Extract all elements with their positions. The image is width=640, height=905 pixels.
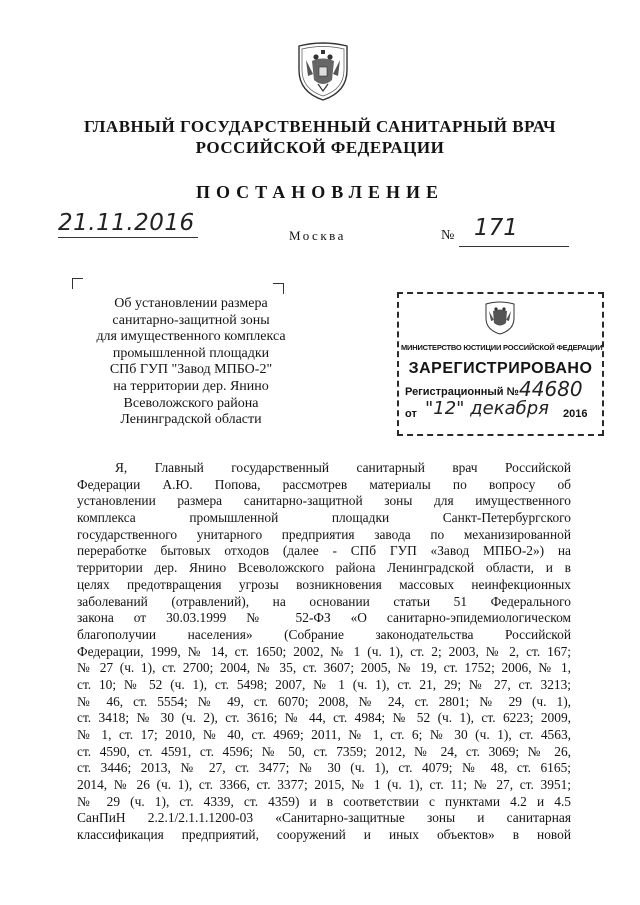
- handwritten-date: 21.11.2016: [58, 210, 195, 236]
- resolution-body: [77, 460, 571, 844]
- body-line: ст. 3446; 2013, № 27, ст. 3477; № 30 (ч. 1), ст. 4079; № 48, ст. 6165;: [77, 760, 571, 776]
- body-line: Федерации А.Ю. Попова, рассмотрев материалы по вопросу об: [77, 476, 571, 492]
- document-type-title: ПОСТАНОВЛЕНИЕ: [195, 182, 445, 202]
- stamp-year: 2016: [563, 408, 588, 420]
- body-line: территории дер. Янино Всеволожского района Ленинградской области, и в: [77, 560, 571, 576]
- body-line: СанПиН 2.2.1/2.1.1.1200-03 «Санитарно-защитные зоны и санитарная: [77, 810, 571, 826]
- number-underline: [459, 246, 569, 247]
- body-line: Федерации, 1999, № 14, ст. 1650; 2002, № 1 (ч. 1), ст. 2; 2003, № 2, ст. 167;: [77, 643, 571, 659]
- subject-line: для имущественного комплекса: [96, 329, 286, 345]
- subject-line: СПб ГУП "Завод МПБО-2": [109, 362, 273, 378]
- stamp-emblem-icon: [484, 300, 516, 336]
- body-line: заболеваний (отравлений), на основании статьи 51 Федерального: [77, 593, 571, 609]
- issuer-line-2: РОССИЙСКОЙ ФЕДЕРАЦИИ: [195, 138, 445, 157]
- handwritten-number: 171: [474, 215, 518, 241]
- body-line: Я, Главный государственный санитарный врач Российской: [115, 460, 571, 475]
- number-sign: №: [441, 228, 455, 243]
- body-line: комплекса промышленной площадки Санкт-Петербургского: [77, 510, 571, 526]
- subject-line: Всеволожского района: [123, 395, 259, 411]
- subject-bracket-left: [72, 278, 83, 289]
- stamp-reg-number: 44680: [519, 377, 583, 401]
- body-line: государственного унитарного предприятия завода по механизированной: [77, 526, 571, 542]
- stamp-handwritten-date: "12" декабря: [425, 398, 549, 419]
- body-line: ст. 10; № 52 (ч. 1), ст. 5498; 2007, № 1 (ч. 1), ст. 21, 29; № 27, ст. 3213;: [77, 676, 571, 692]
- subject-line: промышленной площадки: [112, 345, 270, 361]
- body-line: переработке бытовых отходов (далее - СПб ГУП «Завод МПБО-2») на: [77, 543, 571, 559]
- stamp-reg-number-label: Регистрационный №: [405, 386, 519, 398]
- stamp-date-prefix: от: [405, 408, 417, 420]
- body-line: № 29 (ч. 1), ст. 4339, ст. 4359) и в соответствии с пунктами 4.2 и 4.5: [77, 793, 571, 809]
- issuer-line-1: ГЛАВНЫЙ ГОСУДАРСТВЕННЫЙ САНИТАРНЫЙ ВРАЧ: [84, 117, 556, 136]
- subject-line: Ленинградской области: [120, 412, 262, 428]
- date-underline: [58, 237, 198, 238]
- subject-line: санитарно-защитной зоны: [112, 312, 270, 328]
- body-line: ст. 4590, ст. 4591, ст. 4596; № 50, ст. 7359; 2012, № 24, ст. 3069; № 26,: [77, 743, 571, 759]
- registration-stamp: [397, 292, 604, 436]
- body-line: закона от 30.03.1999 № 52-ФЗ «О санитарно-эпидемиологическом: [77, 610, 571, 626]
- subject-line: Об установлении размера: [114, 296, 268, 311]
- body-line: № 27 (ч. 1), ст. 2700; 2004, № 35, ст. 3607; 2005, № 19, ст. 1752; 2006, № 1,: [77, 660, 571, 676]
- body-line: 2014, № 26 (ч. 1), ст. 3366, ст. 3377; 2015, № 1 (ч. 1), ст. 11; № 27, ст. 3951;: [77, 777, 571, 793]
- body-line: благополучии населения» (Собрание законодательства Российской: [77, 626, 571, 642]
- state-emblem: [296, 40, 350, 102]
- body-line: № 46, ст. 5554; № 49, ст. 6070; 2008, № 24, ст. 2801; № 29 (ч. 1),: [77, 693, 571, 709]
- city-label: Москва: [289, 228, 346, 243]
- issuer-heading: [0, 116, 640, 158]
- body-line: классификация предприятий, сооружений и иных объектов» в новой: [77, 827, 571, 843]
- stamp-registered-text: ЗАРЕГИСТРИРОВАНО: [408, 360, 593, 377]
- stamp-ministry-text: МИНИСТЕРСТВО ЮСТИЦИИ РОССИЙСКОЙ ФЕДЕРАЦИИ: [401, 343, 603, 352]
- body-line: целях предотвращения угрозы возникновения массовых неинфекционных: [77, 576, 571, 592]
- body-line: ст. 3418; № 30 (ч. 2), ст. 3616; № 44, ст. 4984; № 52 (ч. 1), ст. 6223; 2009,: [77, 710, 571, 726]
- body-line: установлении размера санитарно-защитной зоны для имущественного: [77, 493, 571, 509]
- subject-line: на территории дер. Янино: [113, 378, 269, 394]
- body-line: № 1, ст. 17; 2010, № 40, ст. 4969; 2011, № 1, ст. 6; № 30 (ч. 1), ст. 4563,: [77, 727, 571, 742]
- subject-bracket-right: [273, 283, 284, 294]
- subject-block: [86, 296, 296, 429]
